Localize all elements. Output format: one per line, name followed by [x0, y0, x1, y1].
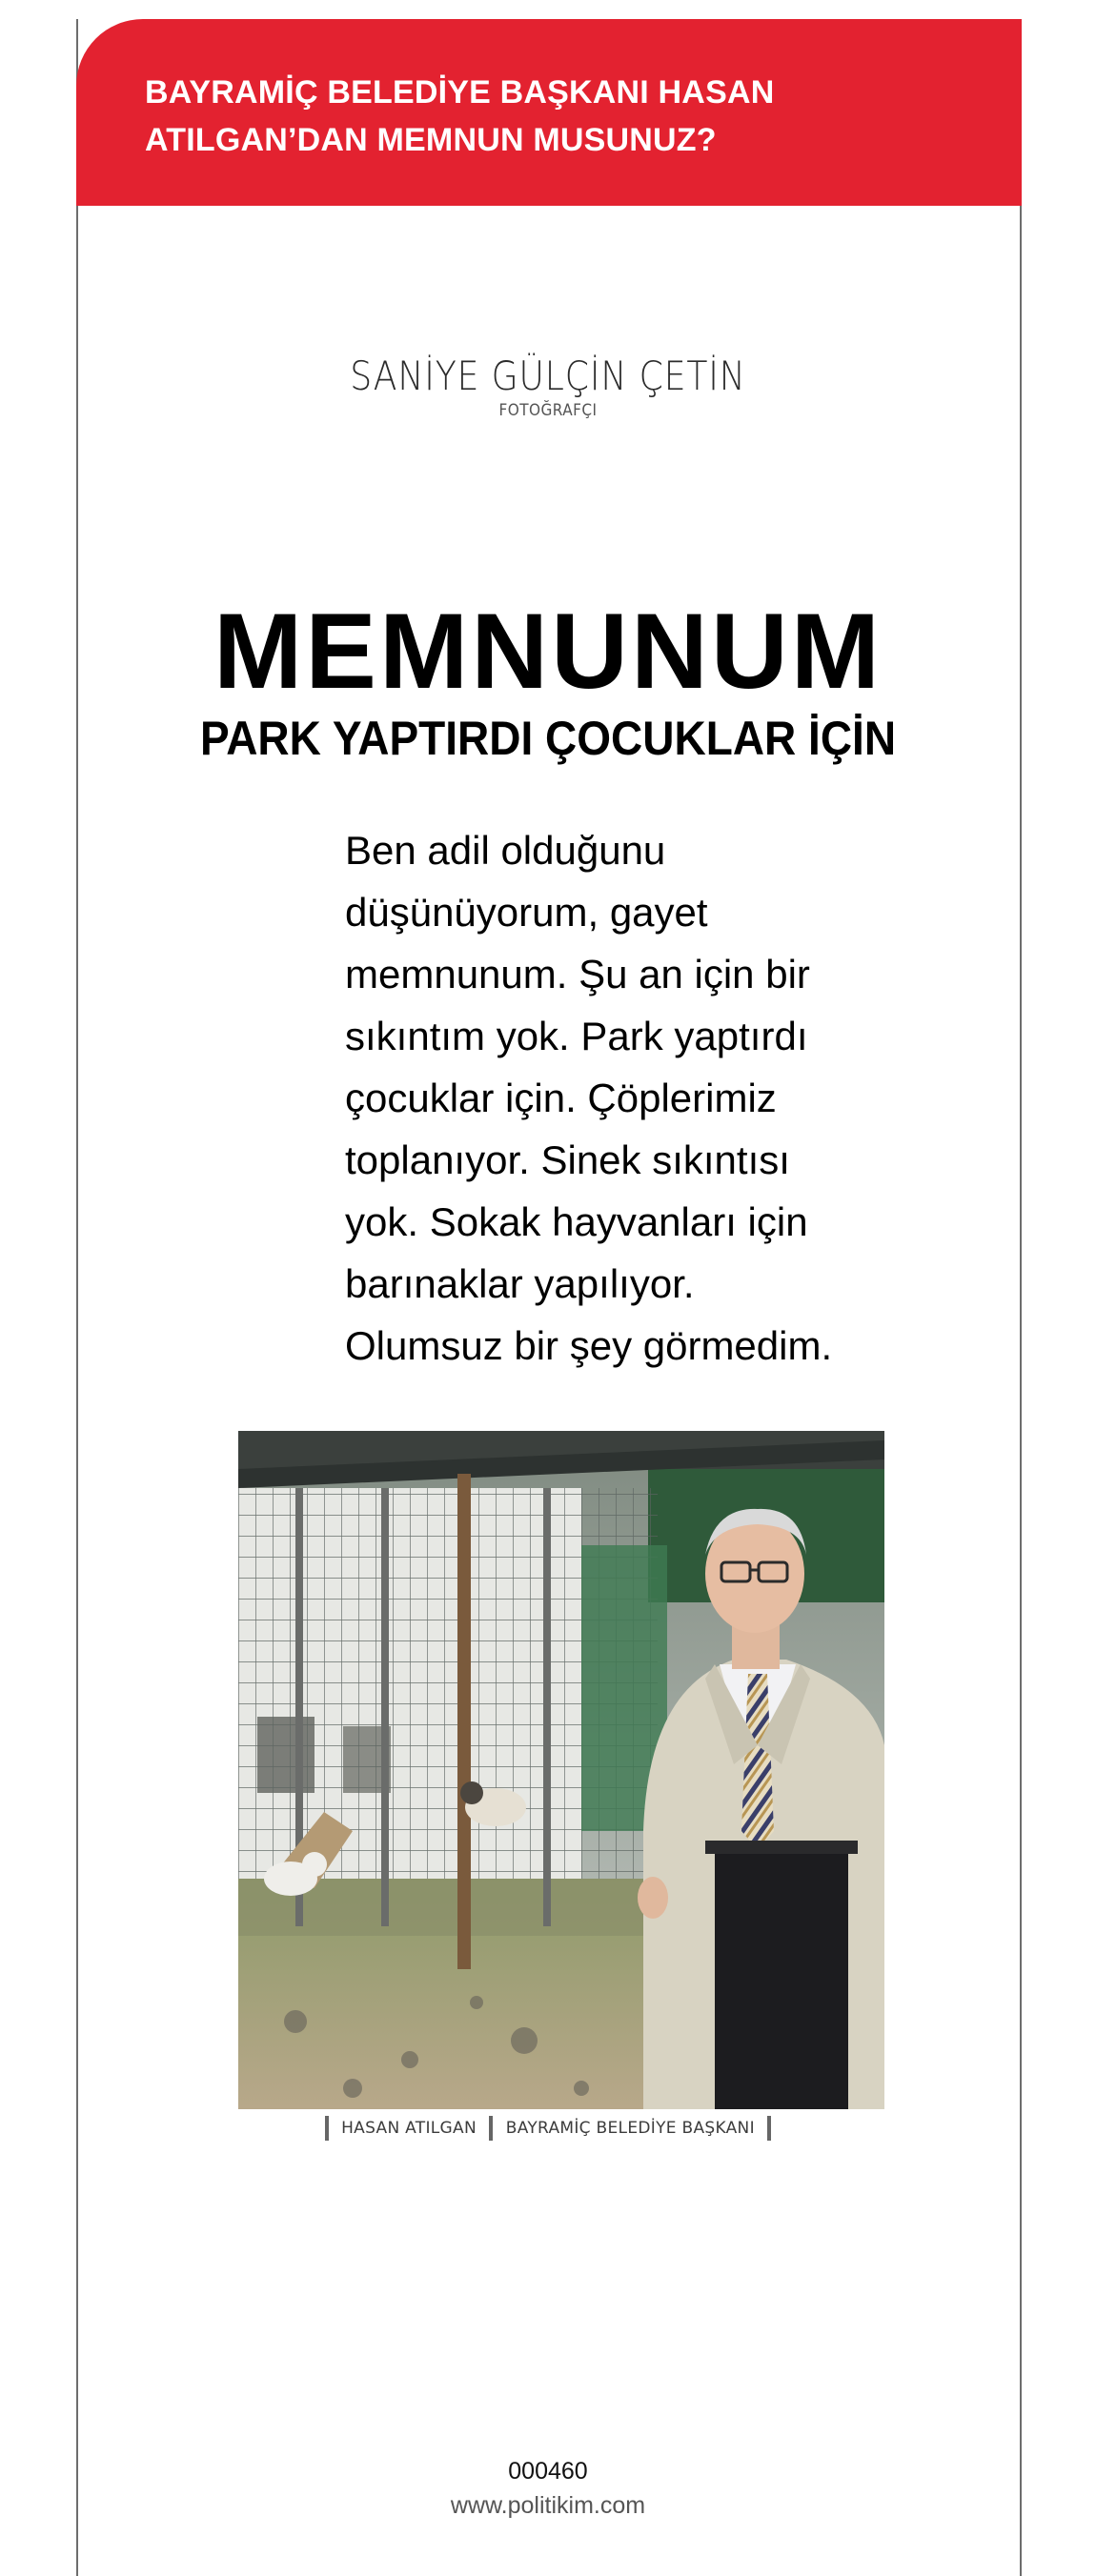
headline: MEMNUNUM [213, 592, 883, 711]
quote-line: Ben adil olduğunu [345, 828, 666, 873]
subheadline: PARK YAPTIRDI ÇOCUKLAR İÇİN [199, 712, 897, 765]
quote-line: barınaklar yapılıyor. [345, 1261, 695, 1306]
mayor-photo [238, 1431, 884, 2109]
header-title-line2: ATILGAN’DAN MEMNUN MUSUNUZ? [145, 122, 717, 158]
header-title [145, 69, 964, 164]
quote-line: düşünüyorum, gayet [345, 890, 708, 935]
caption-title: BAYRAMİÇ BELEDİYE BAŞKANI [505, 2119, 755, 2138]
photo-caption [0, 2116, 1096, 2141]
quote-line: sıkıntım yok. Park yaptırdı [345, 1014, 808, 1058]
footer [0, 2454, 1096, 2523]
quote-line: Olumsuz bir şey görmedim. [345, 1323, 833, 1368]
header-banner [76, 19, 1022, 206]
quote-line: toplanıyor. Sinek sıkıntısı [345, 1137, 790, 1182]
quote-line: yok. Sokak hayvanları için [345, 1199, 808, 1244]
footer-code: 000460 [508, 2458, 588, 2485]
caption-divider [767, 2116, 771, 2141]
header-title-line1: BAYRAMİÇ BELEDİYE BAŞKANI HASAN [145, 74, 775, 111]
caption-divider [325, 2116, 329, 2141]
author-block [0, 352, 1096, 420]
quote-line: çocuklar için. Çöplerimiz [345, 1076, 777, 1120]
author-role: FOTOĞRAFÇI [498, 401, 598, 420]
mayor-photo-illustration [238, 1431, 884, 2109]
footer-url-link[interactable]: www.politikim.com [450, 2492, 646, 2519]
quote-line: memnunum. Şu an için bir [345, 952, 810, 996]
quote-text [345, 819, 841, 1377]
caption-divider [489, 2116, 493, 2141]
author-name: SANİYE GÜLÇİN ÇETİN [350, 352, 746, 399]
caption-name: HASAN ATILGAN [341, 2119, 477, 2138]
